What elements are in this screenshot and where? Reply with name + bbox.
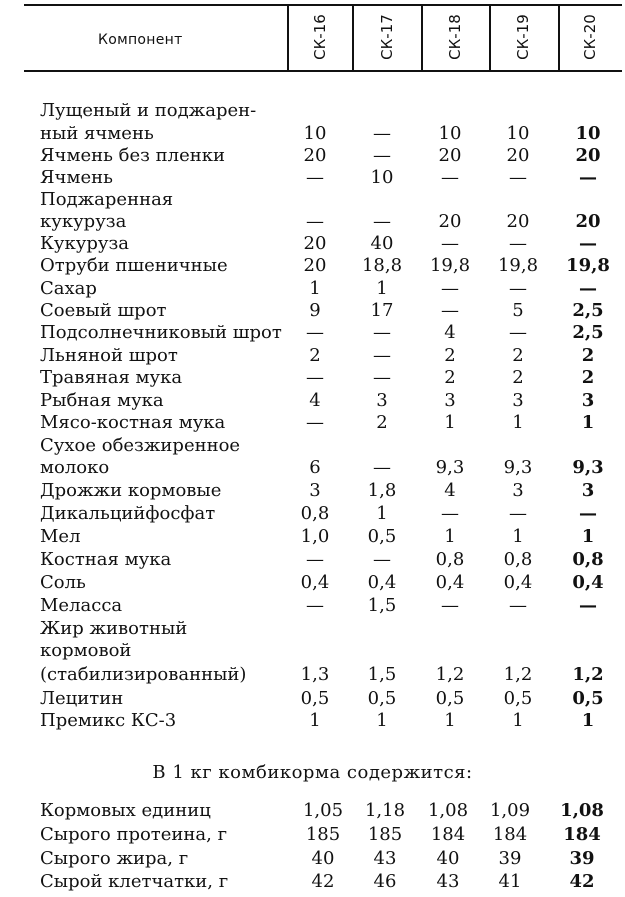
cell-value: — [306, 367, 324, 388]
cell-value: 4 [444, 480, 456, 501]
table-row [0, 345, 625, 367]
cell-value: 1 [512, 526, 524, 547]
totals-value: 1,08 [427, 800, 469, 821]
cell-value: 3 [376, 390, 388, 411]
column-header-sk17: СК-17 [378, 14, 396, 60]
component-name: кормовой [40, 640, 132, 661]
totals-value: 184 [563, 824, 601, 845]
cell-value: 3 [581, 390, 595, 411]
table-row [0, 526, 625, 548]
cell-value: 0,5 [572, 688, 604, 709]
cell-value: 4 [444, 322, 456, 343]
table-row [0, 189, 625, 211]
table-row [0, 549, 625, 571]
cell-value: — [579, 503, 597, 524]
cell-value: 1 [581, 710, 595, 731]
cell-value: — [373, 549, 391, 570]
cell-value: — [579, 278, 597, 299]
cell-value: — [373, 345, 391, 366]
cell-value: — [579, 167, 597, 188]
cell-value: 1,3 [300, 664, 330, 685]
cell-value: 1,2 [572, 664, 604, 685]
component-name: Костная мука [40, 549, 172, 570]
cell-value: 20 [303, 255, 327, 276]
cell-value: 5 [512, 300, 524, 321]
cell-value: 1,8 [367, 480, 397, 501]
cell-value: 2,5 [572, 322, 604, 343]
cell-value: 2 [309, 345, 321, 366]
component-name: Лецитин [40, 688, 124, 709]
cell-value: 20 [506, 145, 530, 166]
header-separator [558, 4, 560, 72]
component-name: Дикальцийфосфат [40, 503, 216, 524]
cell-value: 1 [444, 710, 456, 731]
column-header-sk20: СК-20 [581, 14, 599, 60]
header-bottom-rule [24, 70, 622, 72]
table-row [0, 167, 625, 189]
header-separator [421, 4, 423, 72]
table-row [0, 123, 625, 145]
nutrient-name: Кормовых единиц [40, 800, 211, 821]
cell-value: 0,5 [367, 688, 397, 709]
cell-value: 0,4 [435, 572, 465, 593]
totals-value: 184 [430, 824, 466, 845]
cell-value: 19,8 [497, 255, 539, 276]
cell-value: — [509, 278, 527, 299]
cell-value: 2 [581, 345, 595, 366]
component-name: Кукуруза [40, 233, 130, 254]
cell-value: — [441, 595, 459, 616]
cell-value: 20 [303, 233, 327, 254]
cell-value: — [509, 167, 527, 188]
cell-value: 20 [575, 211, 601, 232]
cell-value: 20 [506, 211, 530, 232]
header-separator [489, 4, 491, 72]
component-name: (стабилизированный) [40, 664, 247, 685]
totals-value: 39 [569, 848, 595, 869]
cell-value: 10 [575, 123, 601, 144]
cell-value: 0,4 [367, 572, 397, 593]
table-row [0, 211, 625, 233]
cell-value: — [373, 123, 391, 144]
totals-row [0, 871, 625, 893]
cell-value: 2 [376, 412, 388, 433]
cell-value: 0,4 [572, 572, 604, 593]
totals-value: 1,05 [302, 800, 344, 821]
component-name: Соевый шрот [40, 300, 167, 321]
cell-value: 9,3 [572, 457, 604, 478]
cell-value: — [579, 233, 597, 254]
cell-value: 0,5 [367, 526, 397, 547]
table-row [0, 572, 625, 594]
cell-value: — [306, 211, 324, 232]
cell-value: 10 [506, 123, 530, 144]
component-name: Поджаренная [40, 189, 174, 210]
component-name: Ячмень без пленки [40, 145, 225, 166]
cell-value: 0,4 [503, 572, 533, 593]
cell-value: 2 [512, 345, 524, 366]
totals-row [0, 800, 625, 822]
table-row [0, 300, 625, 322]
cell-value: 3 [512, 390, 524, 411]
totals-value: 40 [311, 848, 335, 869]
cell-value: — [373, 367, 391, 388]
cell-value: 1 [444, 412, 456, 433]
cell-value: — [373, 145, 391, 166]
cell-value: 3 [309, 480, 321, 501]
component-name: Соль [40, 572, 86, 593]
cell-value: — [509, 233, 527, 254]
table-row [0, 412, 625, 434]
cell-value: 1 [309, 278, 321, 299]
cell-value: 3 [444, 390, 456, 411]
cell-value: 10 [370, 167, 394, 188]
section-title: В 1 кг комбикорма содержится: [152, 762, 473, 783]
totals-value: 39 [498, 848, 522, 869]
table-row [0, 322, 625, 344]
totals-value: 42 [311, 871, 335, 892]
totals-value: 1,18 [364, 800, 406, 821]
table-row [0, 640, 625, 662]
cell-value: 9,3 [435, 457, 465, 478]
cell-value: 1 [581, 412, 595, 433]
table-row [0, 664, 625, 686]
cell-value: 19,8 [429, 255, 471, 276]
totals-value: 43 [373, 848, 397, 869]
cell-value: — [441, 233, 459, 254]
nutrient-name: Сырого протеина, г [40, 824, 228, 845]
component-name: Дрожжи кормовые [40, 480, 222, 501]
totals-value: 40 [436, 848, 460, 869]
totals-value: 185 [367, 824, 403, 845]
cell-value: 1 [376, 503, 388, 524]
cell-value: 1,2 [435, 664, 465, 685]
component-name: Мясо-костная мука [40, 412, 226, 433]
cell-value: 1 [309, 710, 321, 731]
component-name: Льняной шрот [40, 345, 178, 366]
totals-row [0, 824, 625, 846]
table-row [0, 480, 625, 502]
table-row [0, 278, 625, 300]
component-name: кукуруза [40, 211, 127, 232]
table-row [0, 100, 625, 122]
table-row [0, 595, 625, 617]
cell-value: 1,5 [367, 595, 397, 616]
table-row [0, 503, 625, 525]
component-header: Компонент [98, 32, 183, 48]
component-name: Подсолнечниковый шрот [40, 322, 282, 343]
cell-value: 2 [444, 367, 456, 388]
component-name: Травяная мука [40, 367, 183, 388]
cell-value: 0,8 [572, 549, 604, 570]
component-name: Сахар [40, 278, 97, 299]
totals-value: 42 [569, 871, 595, 892]
table-row [0, 457, 625, 479]
cell-value: 1 [376, 278, 388, 299]
cell-value: — [306, 322, 324, 343]
cell-value: 20 [438, 211, 462, 232]
cell-value: 20 [438, 145, 462, 166]
component-name: Премикс КС-3 [40, 710, 177, 731]
cell-value: 0,8 [503, 549, 533, 570]
cell-value: — [306, 412, 324, 433]
component-name: молоко [40, 457, 110, 478]
cell-value: 20 [303, 145, 327, 166]
cell-value: — [373, 457, 391, 478]
table-row [0, 618, 625, 640]
cell-value: 18,8 [361, 255, 403, 276]
header-separator [287, 4, 289, 72]
cell-value: 2,5 [572, 300, 604, 321]
component-name: Отруби пшеничные [40, 255, 228, 276]
cell-value: — [509, 595, 527, 616]
cell-value: 9 [309, 300, 321, 321]
nutrient-name: Сырой клетчатки, г [40, 871, 229, 892]
cell-value: — [306, 595, 324, 616]
component-name: Жир животный [40, 618, 188, 639]
nutrient-name: Сырого жира, г [40, 848, 189, 869]
cell-value: — [373, 211, 391, 232]
table-row [0, 145, 625, 167]
cell-value: — [441, 278, 459, 299]
totals-value: 184 [492, 824, 528, 845]
cell-value: — [509, 322, 527, 343]
component-name: Сухое обезжиренное [40, 435, 241, 456]
table-row [0, 233, 625, 255]
column-header-sk16: СК-16 [311, 14, 329, 60]
cell-value: — [509, 503, 527, 524]
cell-value: 0,8 [300, 503, 330, 524]
cell-value: 9,3 [503, 457, 533, 478]
header-separator [352, 4, 354, 72]
column-header-sk19: СК-19 [514, 14, 532, 60]
cell-value: 6 [309, 457, 321, 478]
cell-value: 1 [512, 710, 524, 731]
totals-value: 1,08 [560, 800, 604, 821]
cell-value: 10 [438, 123, 462, 144]
table-row [0, 367, 625, 389]
cell-value: 1 [444, 526, 456, 547]
table-row [0, 435, 625, 457]
cell-value: 0,5 [435, 688, 465, 709]
cell-value: 2 [512, 367, 524, 388]
cell-value: 10 [303, 123, 327, 144]
cell-value: 17 [370, 300, 394, 321]
cell-value: 3 [512, 480, 524, 501]
component-name: Ячмень [40, 167, 113, 188]
component-name: Мел [40, 526, 81, 547]
table-row [0, 390, 625, 412]
cell-value: 1,0 [300, 526, 330, 547]
cell-value: — [441, 300, 459, 321]
cell-value: — [441, 167, 459, 188]
cell-value: 3 [581, 480, 595, 501]
cell-value: — [373, 322, 391, 343]
cell-value: 0,5 [300, 688, 330, 709]
cell-value: 1,2 [503, 664, 533, 685]
component-name: Рыбная мука [40, 390, 164, 411]
component-name: Меласса [40, 595, 123, 616]
cell-value: 2 [444, 345, 456, 366]
table-row [0, 255, 625, 277]
totals-value: 185 [305, 824, 341, 845]
totals-value: 41 [498, 871, 522, 892]
cell-value: 0,4 [300, 572, 330, 593]
header-top-rule [24, 4, 622, 6]
table-row [0, 710, 625, 732]
cell-value: 1,5 [367, 664, 397, 685]
cell-value: 0,5 [503, 688, 533, 709]
cell-value: 1 [581, 526, 595, 547]
cell-value: 20 [575, 145, 601, 166]
column-header-sk18: СК-18 [446, 14, 464, 60]
cell-value: 19,8 [566, 255, 610, 276]
cell-value: 4 [309, 390, 321, 411]
cell-value: 1 [376, 710, 388, 731]
cell-value: 2 [581, 367, 595, 388]
totals-row [0, 848, 625, 870]
cell-value: 0,8 [435, 549, 465, 570]
cell-value: 40 [370, 233, 394, 254]
cell-value: 1 [512, 412, 524, 433]
totals-value: 46 [373, 871, 397, 892]
cell-value: — [306, 549, 324, 570]
cell-value: — [441, 503, 459, 524]
component-name: ный ячмень [40, 123, 154, 144]
totals-value: 43 [436, 871, 460, 892]
cell-value: — [579, 595, 597, 616]
totals-value: 1,09 [489, 800, 531, 821]
component-name: Лущеный и поджарен- [40, 100, 257, 121]
cell-value: — [306, 167, 324, 188]
table-row [0, 688, 625, 710]
